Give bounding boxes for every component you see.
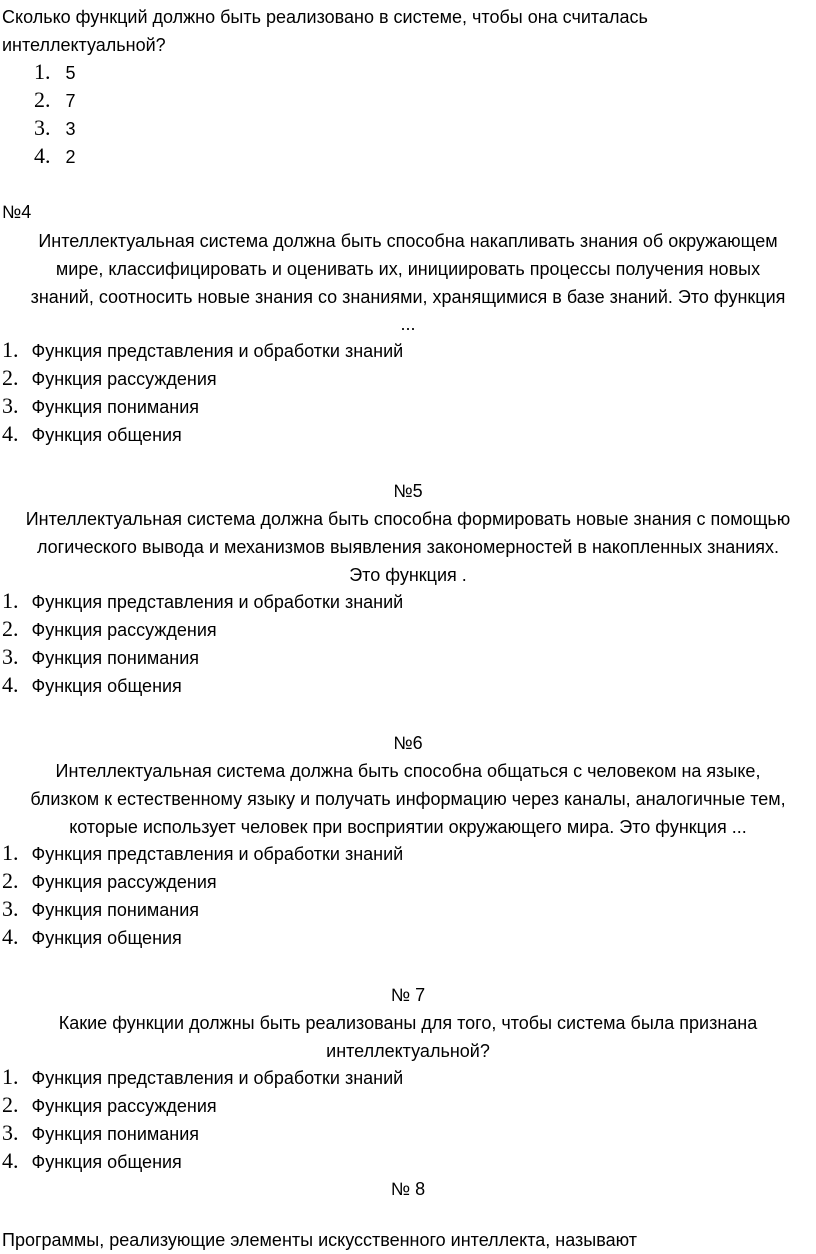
option-number: 1. bbox=[2, 1064, 19, 1089]
q7-option bbox=[2, 1092, 217, 1119]
option-text: Функция понимания bbox=[31, 397, 200, 417]
option-text: Функция представления и обработки знаний bbox=[31, 592, 404, 612]
q5-option bbox=[2, 672, 182, 699]
intro-option bbox=[34, 59, 76, 86]
q5-text-line-3: Это функция . bbox=[349, 565, 467, 585]
option-number: 1. bbox=[34, 59, 51, 84]
q7-number: № 7 bbox=[390, 985, 426, 1005]
intro-option bbox=[34, 115, 76, 142]
option-text: Функция понимания bbox=[31, 648, 200, 668]
option-number: 3. bbox=[2, 1120, 19, 1145]
q7-option bbox=[2, 1064, 403, 1091]
q4-text-line-3: знаний, соотносить новые знания со знаниями, хранящимися в базе знаний. Это функция bbox=[30, 287, 786, 307]
q5-option bbox=[2, 644, 199, 671]
option-text: Функция представления и обработки знаний bbox=[31, 844, 404, 864]
option-number: 2. bbox=[2, 616, 19, 641]
option-number: 3. bbox=[34, 115, 51, 140]
q8-number: № 8 bbox=[390, 1179, 426, 1199]
option-text: 5 bbox=[65, 63, 76, 83]
intro-question-line-1: Сколько функций должно быть реализовано в системе, чтобы она считалась bbox=[2, 7, 648, 27]
option-text: Функция рассуждения bbox=[31, 620, 217, 640]
q4-number: №4 bbox=[2, 202, 32, 222]
option-number: 4. bbox=[2, 924, 19, 949]
option-text: Функция представления и обработки знаний bbox=[31, 1068, 404, 1088]
option-text: Функция общения bbox=[31, 676, 182, 696]
q4-text-line-4: ... bbox=[400, 314, 416, 334]
option-number: 3. bbox=[2, 644, 19, 669]
q4-option bbox=[2, 421, 182, 448]
option-text: 2 bbox=[65, 147, 76, 167]
intro-question-line-2: интеллектуальной? bbox=[2, 35, 166, 55]
option-number: 2. bbox=[34, 87, 51, 112]
q6-option bbox=[2, 924, 182, 951]
option-number: 2. bbox=[2, 1092, 19, 1117]
q8-text-line-1: Программы, реализующие элементы искусственного интеллекта, называют bbox=[2, 1230, 637, 1250]
option-number: 1. bbox=[2, 840, 19, 865]
q6-option bbox=[2, 868, 217, 895]
option-number: 1. bbox=[2, 588, 19, 613]
q5-number: №5 bbox=[393, 481, 423, 501]
option-number: 3. bbox=[2, 393, 19, 418]
q6-text-line-1: Интеллектуальная система должна быть способна общаться с человеком на языке, bbox=[55, 761, 761, 781]
q4-text-line-2: мире, классифицировать и оценивать их, инициировать процессы получения новых bbox=[55, 259, 761, 279]
option-text: 7 bbox=[65, 91, 76, 111]
q7-option bbox=[2, 1120, 199, 1147]
q5-text-line-2: логического вывода и механизмов выявления закономерностей в накопленных знаниях. bbox=[36, 537, 780, 557]
option-text: Функция общения bbox=[31, 928, 182, 948]
q7-option bbox=[2, 1148, 182, 1175]
q5-text-line-1: Интеллектуальная система должна быть способна формировать новые знания с помощью bbox=[25, 509, 791, 529]
option-number: 3. bbox=[2, 896, 19, 921]
option-text: Функция рассуждения bbox=[31, 369, 217, 389]
option-text: Функция общения bbox=[31, 1152, 182, 1172]
option-text: Функция представления и обработки знаний bbox=[31, 341, 404, 361]
q4-option bbox=[2, 393, 199, 420]
option-number: 4. bbox=[2, 1148, 19, 1173]
option-text: Функция понимания bbox=[31, 1124, 200, 1144]
option-number: 2. bbox=[2, 868, 19, 893]
option-text: Функция рассуждения bbox=[31, 872, 217, 892]
option-number: 4. bbox=[34, 143, 51, 168]
q4-option bbox=[2, 337, 403, 364]
option-text: 3 bbox=[65, 119, 76, 139]
option-text: Функция общения bbox=[31, 425, 182, 445]
q6-text-line-3: которые использует человек при восприятии окружающего мира. Это функция ... bbox=[69, 817, 747, 837]
option-number: 4. bbox=[2, 421, 19, 446]
intro-option bbox=[34, 87, 76, 114]
q7-text-line-1: Какие функции должны быть реализованы для того, чтобы система была признана bbox=[58, 1013, 758, 1033]
q5-option bbox=[2, 588, 403, 615]
intro-option bbox=[34, 143, 76, 170]
option-text: Функция рассуждения bbox=[31, 1096, 217, 1116]
q7-text-line-2: интеллектуальной? bbox=[326, 1041, 490, 1061]
option-text: Функция понимания bbox=[31, 900, 200, 920]
q4-option bbox=[2, 365, 217, 392]
q6-option bbox=[2, 896, 199, 923]
q4-text-line-1: Интеллектуальная система должна быть способна накапливать знания об окружающем bbox=[38, 231, 778, 251]
q6-number: №6 bbox=[393, 733, 423, 753]
q6-text-line-2: близком к естественному языку и получать информацию через каналы, аналогичные тем, bbox=[30, 789, 786, 809]
q6-option bbox=[2, 840, 403, 867]
option-number: 1. bbox=[2, 337, 19, 362]
option-number: 4. bbox=[2, 672, 19, 697]
q5-option bbox=[2, 616, 217, 643]
option-number: 2. bbox=[2, 365, 19, 390]
